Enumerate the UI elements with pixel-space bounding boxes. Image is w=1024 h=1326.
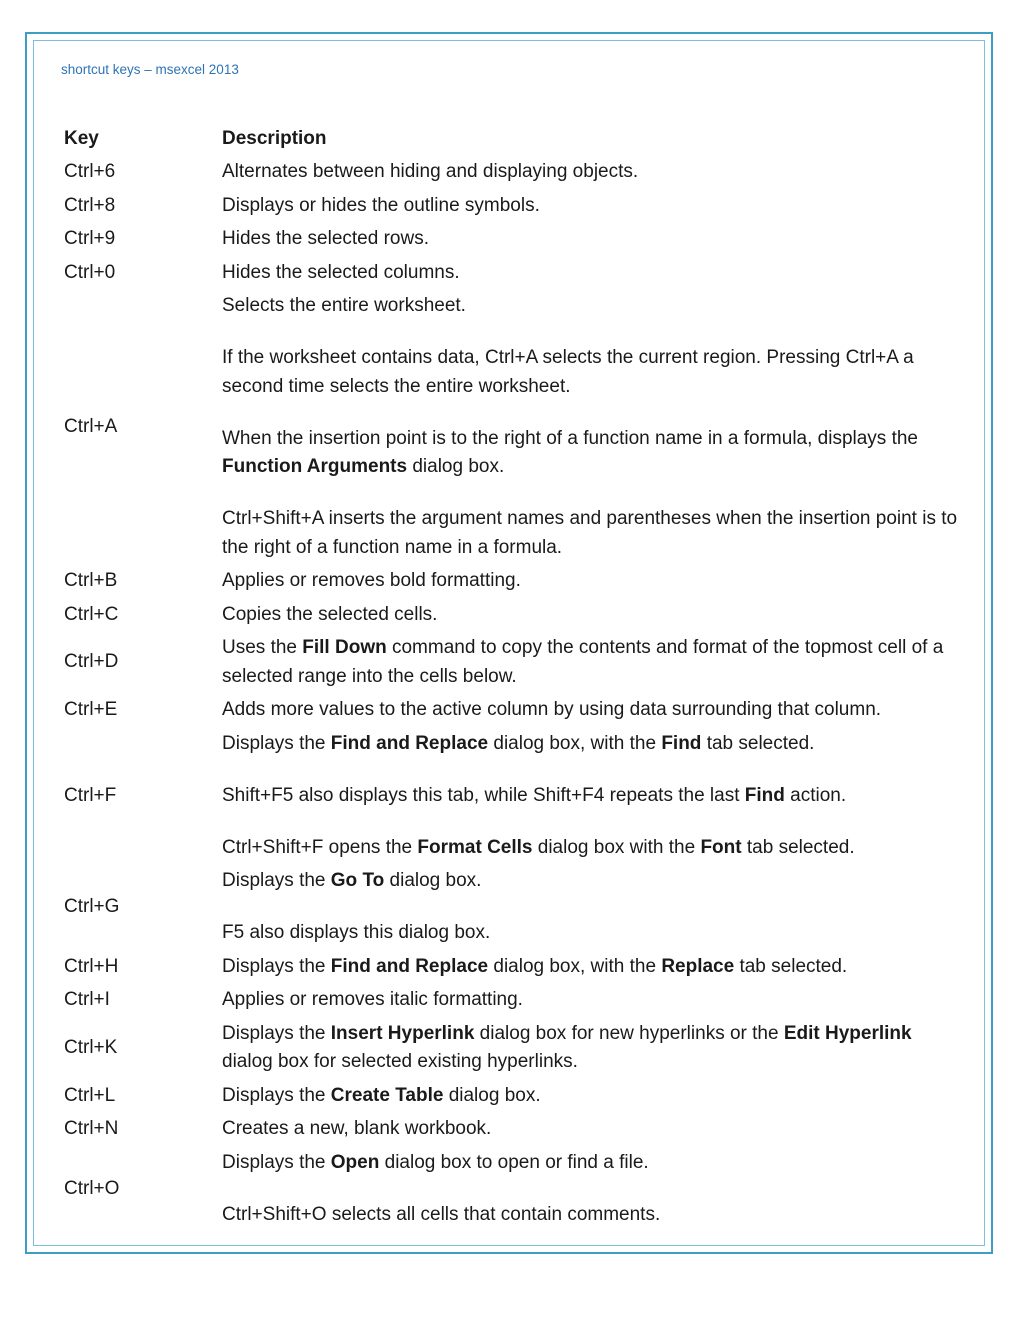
- description-text: Alternates between hiding and displaying objects.: [222, 161, 639, 182]
- description-paragraph: [222, 225, 964, 254]
- table-row: [64, 290, 964, 565]
- shortcut-description: [222, 292, 964, 562]
- ui-term: Format Cells: [417, 836, 533, 858]
- ui-term: Font: [700, 836, 742, 858]
- description-text: Displays the: [222, 1022, 331, 1044]
- description-text: dialog box for selected existing hyperlinks.: [222, 1051, 578, 1072]
- shortcut-description: [222, 730, 964, 863]
- description-text: When the insertion point is to the right of a function name in a formula, displays the: [222, 427, 918, 449]
- description-text: Selects the entire worksheet.: [222, 295, 466, 316]
- description-text: Hides the selected rows.: [222, 228, 429, 249]
- description-text: dialog box to open or find a file.: [379, 1151, 649, 1173]
- description-text: dialog box.: [407, 456, 505, 477]
- description-text: Ctrl+Shift+A inserts the argument names and parentheses when the insertion point is to the right of a function name in a formula.: [222, 508, 958, 558]
- table-row: [64, 1079, 964, 1113]
- description-paragraph: [222, 1149, 964, 1178]
- shortcut-key: Ctrl+B: [64, 570, 118, 591]
- shortcut-key: Ctrl+K: [64, 1036, 118, 1058]
- description-text: tab selected.: [701, 732, 815, 754]
- description-paragraph: [222, 953, 964, 982]
- table-row: [64, 950, 964, 984]
- table-row: [64, 694, 964, 728]
- shortcut-key: Ctrl+C: [64, 603, 119, 625]
- description-paragraph: [222, 782, 964, 811]
- ui-term: Insert Hyperlink: [330, 1022, 475, 1044]
- table-row: [64, 598, 964, 632]
- description-paragraph: [222, 567, 964, 596]
- description-text: If the worksheet contains data, Ctrl+A selects the current region. Pressing Ctrl+A a second time selects the entire worksheet.: [222, 347, 914, 397]
- description-text: Copies the selected cells.: [222, 603, 438, 625]
- ui-term: Fill Down: [302, 637, 387, 658]
- description-text: Applies or removes italic formatting.: [222, 989, 523, 1010]
- description-paragraph: [222, 986, 964, 1015]
- ui-term: Find and Replace: [330, 955, 489, 977]
- description-text: Displays or hides the outline symbols.: [222, 194, 540, 216]
- table-row: [64, 1146, 964, 1232]
- shortcut-description: [222, 192, 964, 221]
- shortcut-key: Ctrl+O: [64, 1177, 120, 1199]
- table-row: [64, 256, 964, 290]
- ui-term: Find: [744, 784, 785, 806]
- description-paragraph: [222, 259, 964, 288]
- table-row: [64, 565, 964, 599]
- shortcut-key: Ctrl+E: [64, 699, 118, 720]
- shortcut-key: Ctrl+D: [64, 651, 119, 673]
- description-text: Uses the: [222, 637, 303, 658]
- description-text: Displays the: [222, 870, 331, 891]
- description-text: dialog box, with the: [488, 732, 662, 754]
- description-text: Creates a new, blank workbook.: [222, 1118, 492, 1139]
- description-text: action.: [784, 784, 847, 806]
- description-text: Displays the: [222, 732, 331, 754]
- shortcut-key: Ctrl+F: [64, 784, 117, 806]
- description-text: dialog box.: [384, 870, 482, 891]
- ui-term: Open: [330, 1151, 380, 1173]
- description-paragraph: [222, 634, 964, 691]
- ui-term: Find: [661, 732, 702, 754]
- ui-term: Function Arguments: [222, 456, 408, 477]
- description-text: F5 also displays this dialog box.: [222, 922, 491, 943]
- page-header: shortcut keys – msexcel 2013: [61, 62, 239, 77]
- description-paragraph: [222, 1082, 964, 1111]
- shortcut-description: [222, 1149, 964, 1230]
- shortcut-description: [222, 1020, 964, 1077]
- description-text: Ctrl+Shift+O selects all cells that contain comments.: [222, 1203, 661, 1225]
- shortcut-key: Ctrl+H: [64, 955, 119, 977]
- shortcut-key: Ctrl+6: [64, 161, 116, 182]
- ui-term: Replace: [661, 955, 735, 977]
- description-text: Displays the: [222, 1084, 331, 1106]
- table-row: [64, 865, 964, 951]
- ui-term: Create Table: [330, 1084, 444, 1106]
- shortcut-table: [64, 122, 964, 1232]
- description-text: tab selected.: [734, 955, 848, 977]
- table-row: [64, 1113, 964, 1147]
- shortcut-key: Ctrl+A: [64, 415, 118, 437]
- table-header-row: [64, 122, 964, 156]
- description-paragraph: [222, 919, 964, 948]
- description-text: tab selected.: [741, 836, 855, 858]
- shortcut-description: [222, 225, 964, 254]
- description-paragraph: [222, 867, 964, 896]
- table-row: [64, 189, 964, 223]
- description-paragraph: [222, 601, 964, 630]
- table-row: [64, 156, 964, 190]
- shortcut-description: [222, 1082, 964, 1111]
- description-text: Shift+F5 also displays this tab, while Shift+F4 repeats the last: [222, 784, 745, 806]
- description-text: dialog box for new hyperlinks or the: [474, 1022, 784, 1044]
- shortcut-key: Ctrl+L: [64, 1084, 116, 1106]
- shortcut-description: [222, 601, 964, 630]
- description-paragraph: [222, 292, 964, 321]
- shortcut-description: [222, 1115, 964, 1144]
- description-text: dialog box, with the: [488, 955, 662, 977]
- description-paragraph: [222, 696, 964, 725]
- shortcut-description: [222, 259, 964, 288]
- shortcut-description: [222, 634, 964, 691]
- shortcut-description: [222, 567, 964, 596]
- table-row: [64, 984, 964, 1018]
- shortcut-key: Ctrl+8: [64, 194, 116, 216]
- description-paragraph: [222, 1020, 964, 1077]
- ui-term: Edit Hyperlink: [783, 1022, 912, 1044]
- shortcut-key: Ctrl+9: [64, 228, 116, 249]
- description-paragraph: [222, 158, 964, 187]
- table-body: [64, 156, 964, 1232]
- table-row: [64, 727, 964, 865]
- description-paragraph: [222, 505, 964, 562]
- description-text: Displays the: [222, 955, 331, 977]
- shortcut-description: [222, 867, 964, 948]
- description-paragraph: [222, 1115, 964, 1144]
- shortcut-description: [222, 696, 964, 725]
- description-paragraph: [222, 730, 964, 759]
- description-text: Displays the: [222, 1151, 331, 1173]
- ui-term: Find and Replace: [330, 732, 489, 754]
- table-row: [64, 1017, 964, 1079]
- description-paragraph: [222, 192, 964, 221]
- shortcut-key: Ctrl+G: [64, 896, 120, 917]
- description-text: Ctrl+Shift+F opens the: [222, 836, 418, 858]
- shortcut-key: Ctrl+0: [64, 261, 116, 283]
- description-text: Hides the selected columns.: [222, 261, 460, 283]
- description-text: Applies or removes bold formatting.: [222, 570, 521, 591]
- description-paragraph: [222, 834, 964, 863]
- column-header-description: Description: [222, 127, 327, 149]
- description-paragraph: [222, 1201, 964, 1230]
- description-text: Adds more values to the active column by using data surrounding that column.: [222, 699, 882, 720]
- description-paragraph: [222, 344, 964, 401]
- table-row: [64, 223, 964, 257]
- shortcut-key: Ctrl+I: [64, 989, 110, 1010]
- description-paragraph: [222, 425, 964, 482]
- column-header-key: Key: [64, 127, 99, 149]
- table-row: [64, 632, 964, 694]
- shortcut-description: [222, 953, 964, 982]
- description-text: dialog box with the: [532, 836, 701, 858]
- description-text: command to copy the contents and format of the topmost cell of a selected range into the cells below.: [222, 637, 944, 687]
- ui-term: Go To: [330, 870, 385, 891]
- shortcut-key: Ctrl+N: [64, 1118, 119, 1139]
- description-text: dialog box.: [443, 1084, 541, 1106]
- shortcut-description: [222, 986, 964, 1015]
- shortcut-description: [222, 158, 964, 187]
